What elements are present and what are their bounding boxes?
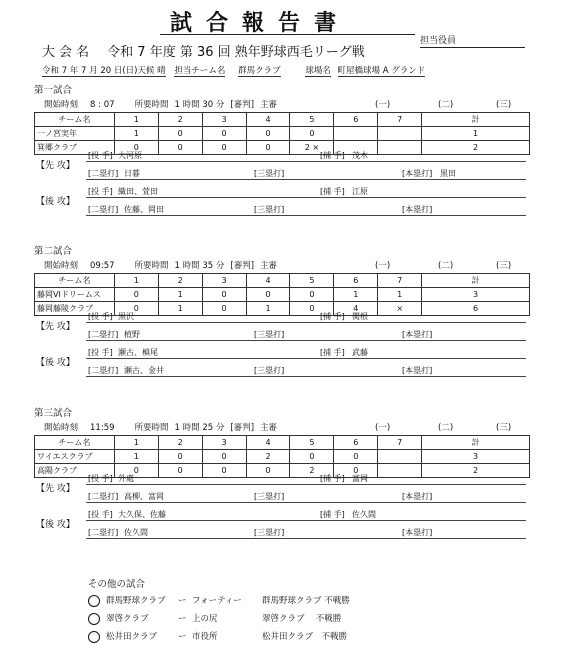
base3-label: (三)	[496, 423, 512, 433]
inning-header: 7	[378, 274, 422, 288]
inning-score-cell	[378, 450, 422, 464]
game-time-line	[44, 421, 277, 433]
catcher-label: [捕 手]	[320, 510, 345, 519]
total-score-cell: 3	[422, 450, 530, 464]
inning-header: 2	[158, 113, 202, 127]
double-label: [二塁打]	[88, 492, 119, 501]
inning-score-cell: ×	[378, 302, 422, 316]
score-row	[35, 288, 530, 302]
score-row	[35, 127, 530, 141]
game-title: 第二試合	[34, 246, 73, 257]
double-label: [二塁打]	[88, 528, 119, 537]
pitcher-names: 大河原	[118, 151, 142, 160]
other-game-row	[88, 630, 347, 643]
double-names: 日暮	[124, 169, 140, 178]
homerun-label: [本塁打]	[402, 492, 433, 501]
catcher-label: [捕 手]	[320, 151, 345, 160]
top-battery-row	[86, 150, 526, 162]
umpire-label: [審判]	[230, 423, 255, 433]
result-circle-icon	[88, 613, 100, 625]
inning-score-cell: 0	[334, 450, 378, 464]
double-label: [二塁打]	[88, 205, 119, 214]
inning-score-cell: 0	[114, 141, 158, 155]
vs-dash: ー	[178, 596, 187, 606]
team-a: 群馬野球クラブ	[106, 596, 166, 606]
team-name-cell: 箕郷クラブ	[35, 141, 115, 155]
inning-score-cell: 2	[246, 450, 290, 464]
triple-label: [三塁打]	[254, 528, 285, 537]
top-battery-row	[86, 311, 526, 323]
top-side-label: 【先 攻】	[36, 322, 75, 332]
inning-score-cell: 0	[114, 288, 158, 302]
league-name: 令和 7 年度 第 36 回 熟年野球西毛リーグ戦	[107, 45, 365, 60]
other-games-title: その他の試合	[88, 579, 146, 590]
base2-label: (二)	[438, 100, 454, 110]
pitcher-names: 外處	[118, 474, 134, 483]
inning-score-cell: 0	[290, 288, 334, 302]
inning-score-cell: 0	[158, 450, 202, 464]
score-table	[34, 435, 530, 478]
inning-score-cell: 0	[202, 141, 246, 155]
inning-header: 3	[202, 436, 246, 450]
inning-score-cell: 1	[246, 302, 290, 316]
pitcher-label: [投 手]	[88, 474, 113, 483]
inning-header: 1	[114, 436, 158, 450]
inning-header: 5	[290, 274, 334, 288]
pitcher-names: 大久保、佐藤	[118, 510, 166, 519]
team-b: 市役所	[192, 632, 218, 642]
chief-umpire-label: 主審	[260, 261, 278, 271]
inning-score-cell: 0	[158, 464, 202, 478]
bottom-side-label: 【後 攻】	[36, 197, 75, 207]
catcher-label: [捕 手]	[320, 474, 345, 483]
double-names: 佐久間	[124, 528, 148, 537]
result-circle-icon	[88, 595, 100, 607]
total-header: 計	[422, 436, 530, 450]
inning-score-cell: 0	[202, 464, 246, 478]
chief-umpire-label: 主審	[260, 100, 278, 110]
inning-header: 4	[246, 274, 290, 288]
inning-score-cell: 1	[378, 288, 422, 302]
result: 群馬野球クラブ 不戦勝	[262, 596, 350, 606]
inning-score-cell: 0	[202, 288, 246, 302]
homerun-label: [本塁打]	[402, 528, 433, 537]
team-column-header: チーム名	[35, 274, 115, 288]
double-names: 瀬古、金井	[124, 366, 164, 375]
league-label: 大会名	[42, 45, 94, 60]
double-names: 高柳、富岡	[124, 492, 164, 501]
inning-score-cell: 1	[114, 127, 158, 141]
catcher-label: [捕 手]	[320, 312, 345, 321]
duration-label: 所要時間	[134, 261, 169, 271]
total-score-cell: 1	[422, 127, 530, 141]
inning-score-cell: 2 ×	[290, 141, 334, 155]
other-game-row	[88, 612, 341, 625]
inning-score-cell: 0	[202, 127, 246, 141]
inning-score-cell: 0	[114, 302, 158, 316]
inning-header: 1	[114, 274, 158, 288]
score-header-row	[35, 274, 530, 288]
inning-header: 2	[158, 436, 202, 450]
duration-label: 所要時間	[134, 423, 169, 433]
team-name-cell: 藤岡VIドリームス	[35, 288, 115, 302]
duration-value: 1 時間 30 分	[174, 100, 225, 110]
homerun-label: [本塁打]	[402, 169, 433, 178]
inning-header: 6	[334, 113, 378, 127]
homerun-label: [本塁打]	[402, 330, 433, 339]
game-time-line	[44, 98, 277, 110]
inning-score-cell: 1	[114, 450, 158, 464]
team-a: 翠啓クラブ	[106, 614, 149, 624]
result: 翠啓クラブ 不戦勝	[262, 614, 342, 624]
bottom-side-label: 【後 攻】	[36, 358, 75, 368]
inning-score-cell: 0	[334, 464, 378, 478]
top-hits-row	[86, 168, 526, 180]
inning-header: 7	[378, 113, 422, 127]
base3-label: (三)	[496, 261, 512, 271]
total-score-cell: 3	[422, 288, 530, 302]
total-score-cell: 6	[422, 302, 530, 316]
result-circle-icon	[88, 631, 100, 643]
game-date: 令和 7 年 7 月 20 日(日)	[42, 66, 138, 76]
inning-score-cell: 0	[246, 141, 290, 155]
duration-value: 1 時間 35 分	[174, 261, 225, 271]
pitcher-label: [投 手]	[88, 151, 113, 160]
report-title: 試合報告書	[170, 11, 351, 36]
game-title: 第三試合	[34, 408, 73, 419]
pitcher-names: 瀬古、槙尾	[118, 348, 158, 357]
start-time-label: 開始時刻	[44, 423, 79, 433]
title-underline	[160, 34, 415, 35]
league-line	[42, 41, 365, 60]
pitcher-label: [投 手]	[88, 348, 113, 357]
start-time-label: 開始時刻	[44, 261, 79, 271]
top-battery-row	[86, 473, 526, 485]
triple-label: [三塁打]	[254, 492, 285, 501]
catcher-label: [捕 手]	[320, 348, 345, 357]
total-header: 計	[422, 274, 530, 288]
inning-score-cell: 0	[114, 464, 158, 478]
inning-score-cell: 0	[202, 450, 246, 464]
pitcher-label: [投 手]	[88, 510, 113, 519]
total-score-cell: 2	[422, 464, 530, 478]
base3-label: (三)	[496, 100, 512, 110]
inning-header: 1	[114, 113, 158, 127]
team-name-cell: ワイエスクラブ	[35, 450, 115, 464]
score-table	[34, 273, 530, 316]
triple-label: [三塁打]	[254, 205, 285, 214]
start-time-value: 11:59	[90, 423, 115, 433]
base2-label: (二)	[438, 423, 454, 433]
catcher-names: 江原	[352, 187, 368, 196]
inning-score-cell: 0	[290, 450, 334, 464]
catcher-label: [捕 手]	[320, 187, 345, 196]
team-name-cell: 高陽クラブ	[35, 464, 115, 478]
pitcher-names: 織田、萱田	[118, 187, 158, 196]
triple-label: [三塁打]	[254, 169, 285, 178]
game-time-line	[44, 259, 277, 271]
catcher-names: 茂木	[352, 151, 368, 160]
team-label: 担当チーム名	[174, 66, 226, 76]
inning-score-cell: 4	[334, 302, 378, 316]
team-name: 群馬クラブ	[238, 66, 281, 76]
inning-score-cell	[378, 127, 422, 141]
team-column-header: チーム名	[35, 113, 115, 127]
double-label: [二塁打]	[88, 366, 119, 375]
team-b: フォーティー	[192, 596, 242, 606]
base1-label: (一)	[375, 100, 391, 110]
inning-score-cell: 0	[290, 302, 334, 316]
inning-score-cell: 0	[158, 141, 202, 155]
inning-score-cell: 0	[246, 127, 290, 141]
chief-umpire-label: 主審	[260, 423, 278, 433]
inning-score-cell: 1	[158, 302, 202, 316]
vs-dash: ー	[178, 614, 187, 624]
inning-score-cell	[334, 127, 378, 141]
inning-score-cell: 1	[334, 288, 378, 302]
inning-score-cell: 0	[246, 288, 290, 302]
score-table	[34, 112, 530, 155]
info-line	[42, 64, 425, 76]
double-label: [二塁打]	[88, 330, 119, 339]
vs-dash: ー	[178, 632, 187, 642]
officer-label: 担当役員	[420, 33, 525, 48]
double-names: 植野	[124, 330, 140, 339]
inning-header: 7	[378, 436, 422, 450]
team-b: 上の尻	[192, 614, 218, 624]
triple-label: [三塁打]	[254, 330, 285, 339]
base2-label: (二)	[438, 261, 454, 271]
inning-header: 4	[246, 436, 290, 450]
inning-header: 6	[334, 274, 378, 288]
venue-label: 球場名	[305, 66, 331, 76]
pitcher-label: [投 手]	[88, 187, 113, 196]
inning-score-cell: 1	[158, 288, 202, 302]
team-name-cell: 一ノ宮実年	[35, 127, 115, 141]
weather: 天候 晴	[137, 66, 166, 76]
score-row	[35, 450, 530, 464]
catcher-names: 関根	[352, 312, 368, 321]
team-column-header: チーム名	[35, 436, 115, 450]
game-title: 第一試合	[34, 85, 73, 96]
score-header-row	[35, 113, 530, 127]
start-time-value: 09:57	[90, 261, 115, 271]
bottom-hits-row	[86, 527, 526, 539]
base1-label: (一)	[375, 423, 391, 433]
homerun-label: [本塁打]	[402, 205, 433, 214]
homerun-label: [本塁打]	[402, 366, 433, 375]
inning-score-cell: 2	[290, 464, 334, 478]
base1-label: (一)	[375, 261, 391, 271]
pitcher-label: [投 手]	[88, 312, 113, 321]
umpire-label: [審判]	[230, 100, 255, 110]
bottom-side-label: 【後 攻】	[36, 520, 75, 530]
top-side-label: 【先 攻】	[36, 161, 75, 171]
catcher-names: 武藤	[352, 348, 368, 357]
double-label: [二塁打]	[88, 169, 119, 178]
other-game-row	[88, 594, 350, 607]
inning-header: 2	[158, 274, 202, 288]
duration-value: 1 時間 25 分	[174, 423, 225, 433]
start-time-value: 8 : 07	[90, 100, 115, 110]
inning-header: 3	[202, 113, 246, 127]
start-time-label: 開始時刻	[44, 100, 79, 110]
inning-score-cell: 0	[246, 464, 290, 478]
top-side-label: 【先 攻】	[36, 484, 75, 494]
team-a: 松井田クラブ	[106, 632, 158, 642]
score-header-row	[35, 436, 530, 450]
inning-header: 6	[334, 436, 378, 450]
result: 松井田クラブ 不戦勝	[262, 632, 348, 642]
team-name-cell: 藤岡藤陵クラブ	[35, 302, 115, 316]
catcher-names: 佐久間	[352, 510, 376, 519]
inning-header: 4	[246, 113, 290, 127]
inning-header: 5	[290, 113, 334, 127]
catcher-names: 富岡	[352, 474, 368, 483]
inning-header: 3	[202, 274, 246, 288]
inning-header: 5	[290, 436, 334, 450]
venue-name: 町屋橋球場 A グランド	[337, 66, 426, 76]
top-hits-row	[86, 329, 526, 341]
inning-score-cell: 0	[290, 127, 334, 141]
total-score-cell: 2	[422, 141, 530, 155]
umpire-label: [審判]	[230, 261, 255, 271]
homerun-names: 黒田	[440, 169, 456, 178]
inning-score-cell: 0	[158, 127, 202, 141]
duration-label: 所要時間	[134, 100, 169, 110]
inning-score-cell: 0	[202, 302, 246, 316]
triple-label: [三塁打]	[254, 366, 285, 375]
pitcher-names: 黒沢	[118, 312, 134, 321]
double-names: 佐藤、岡田	[124, 205, 164, 214]
total-header: 計	[422, 113, 530, 127]
